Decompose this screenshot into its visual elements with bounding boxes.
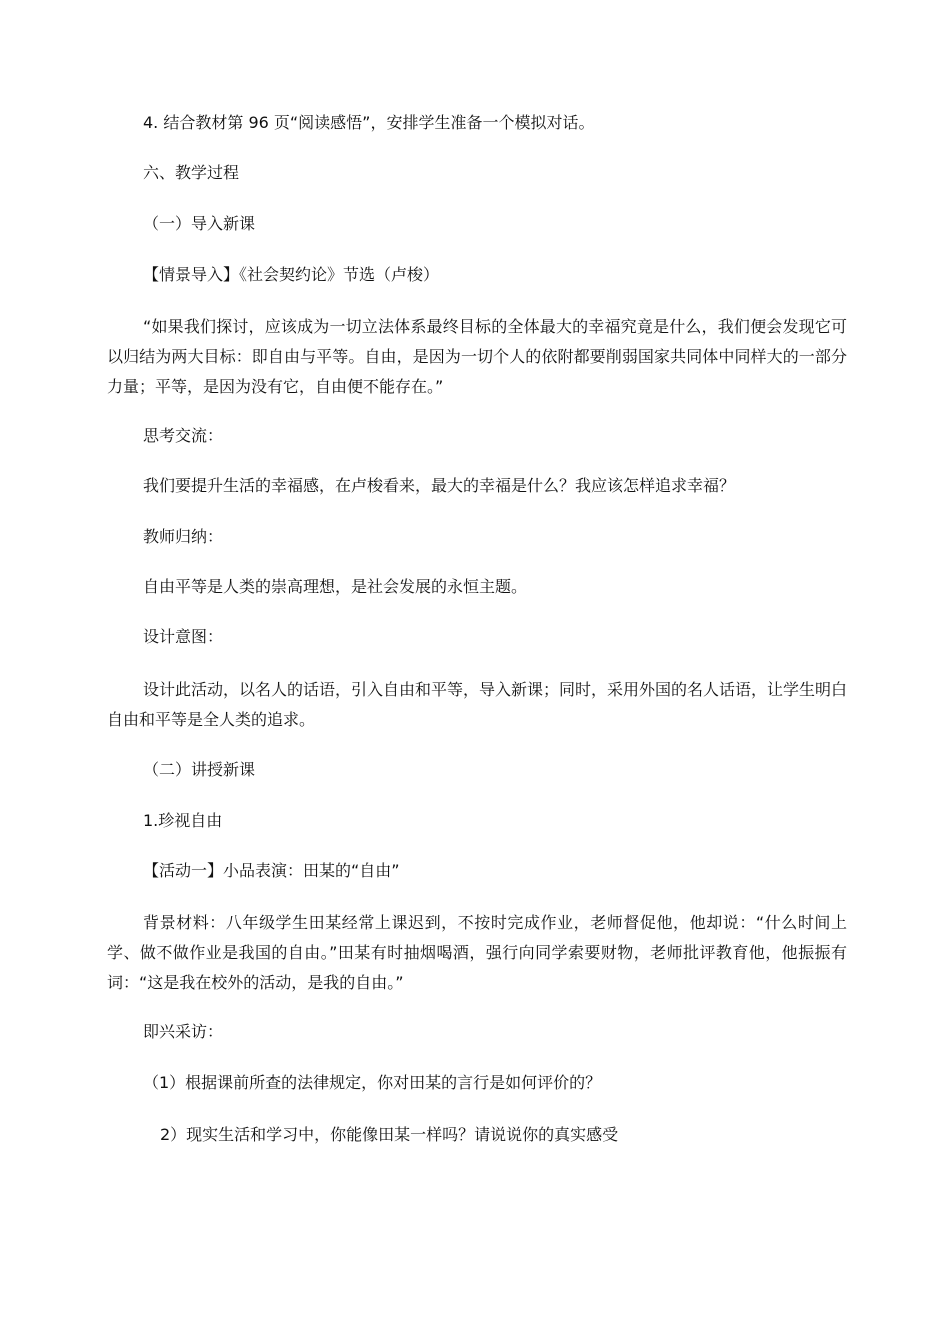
text-line: 我们要提升生活的幸福感，在卢梭看来，最大的幸福是什么？我应该怎样追求幸福？ [143,476,736,495]
text-line: 2）现实生活和学习中，你能像田某一样吗？请说说你的真实感受 [160,1125,619,1144]
text-line: 1.珍视自由 [143,811,223,830]
text-line: 4. 结合教材第 96 页“阅读感悟”，安排学生准备一个模拟对话。 [143,113,595,132]
background-paragraph: 背景材料：八年级学生田某经常上课迟到，不按时完成作业，老师督促他，他却说：“什么时间上学、做不做作业是我国的自由。”田某有时抽烟喝酒，强行向同学索要财物，老师批评教育他，他振振有词：“这是我在校外的活动，是我的自由。” [107,913,847,992]
section-heading: 六、教学过程 [143,163,240,182]
quote-paragraph: “如果我们探讨，应该成为一切立法体系最终目标的全体最大的幸福究竟是什么，我们便会发现它可以归结为两大目标：即自由与平等。自由，是因为一切个人的依附都要削弱国家共同体中同样大的一部分力量；平等，是因为没有它，自由便不能存在。” [107,317,847,396]
text-line: （1）根据课前所查的法律规定，你对田某的言行是如何评价的？ [143,1073,602,1092]
text-line: 即兴采访： [143,1022,224,1041]
text-line: 教师归纳： [143,527,224,546]
text-line: 【活动一】小品表演：田某的“自由” [143,861,400,880]
subsection-heading: （二）讲授新课 [143,760,256,779]
subsection-heading: （一）导入新课 [143,214,256,233]
text-line: 自由平等是人类的崇高理想，是社会发展的永恒主题。 [143,577,528,596]
design-paragraph: 设计此活动，以名人的话语，引入自由和平等，导入新课；同时，采用外国的名人话语，让学生明白自由和平等是全人类的追求。 [107,680,848,729]
text-line: 设计意图： [143,627,224,646]
text-line: 【情景导入】《社会契约论》节选（卢梭） [143,265,440,284]
text-line: 思考交流： [143,426,224,445]
